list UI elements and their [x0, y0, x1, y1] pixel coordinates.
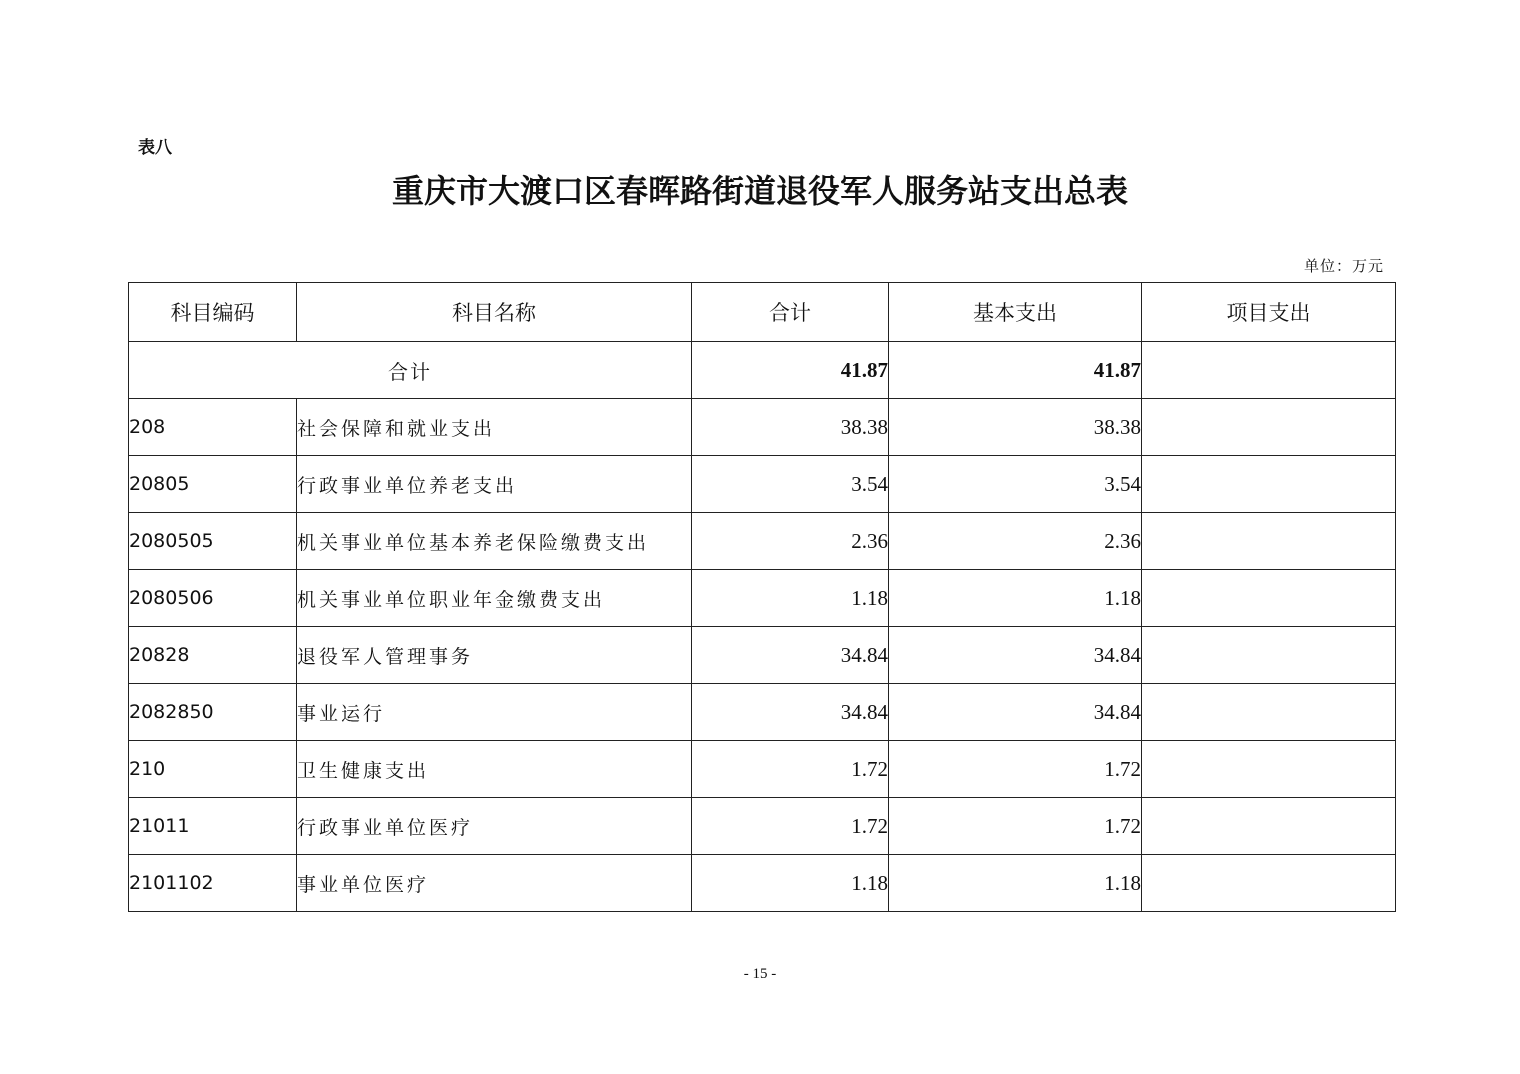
row-total: 1.18	[692, 570, 889, 627]
table-row	[129, 570, 1396, 627]
total-row-basic: 41.87	[889, 342, 1142, 399]
row-name: 行政事业单位医疗	[297, 798, 692, 855]
row-total: 1.72	[692, 741, 889, 798]
row-total: 34.84	[692, 627, 889, 684]
row-basic: 3.54	[889, 456, 1142, 513]
row-name: 卫生健康支出	[297, 741, 692, 798]
row-total: 1.72	[692, 798, 889, 855]
header-total: 合计	[692, 283, 889, 342]
header-code: 科目编码	[129, 283, 297, 342]
row-total: 3.54	[692, 456, 889, 513]
total-row-project	[1142, 342, 1396, 399]
table-row	[129, 684, 1396, 741]
table-label: 表八	[138, 138, 172, 158]
row-basic: 38.38	[889, 399, 1142, 456]
row-project	[1142, 513, 1396, 570]
row-project	[1142, 570, 1396, 627]
row-code: 208	[129, 399, 297, 456]
row-name: 行政事业单位养老支出	[297, 456, 692, 513]
row-project	[1142, 855, 1396, 912]
header-row	[129, 283, 1396, 342]
row-basic: 2.36	[889, 513, 1142, 570]
row-name: 事业单位医疗	[297, 855, 692, 912]
row-total: 2.36	[692, 513, 889, 570]
row-total: 1.18	[692, 855, 889, 912]
row-project	[1142, 684, 1396, 741]
page-number: - 15 -	[743, 966, 777, 982]
row-basic: 1.18	[889, 570, 1142, 627]
table-row	[129, 513, 1396, 570]
row-code: 20828	[129, 627, 297, 684]
unit-label: 单位：万元	[1303, 257, 1384, 275]
row-basic: 1.18	[889, 855, 1142, 912]
table-row	[129, 798, 1396, 855]
row-code: 2080505	[129, 513, 297, 570]
row-basic: 34.84	[889, 627, 1142, 684]
row-code: 2082850	[129, 684, 297, 741]
row-project	[1142, 399, 1396, 456]
expenditure-table	[128, 282, 1396, 912]
row-name: 事业运行	[297, 684, 692, 741]
row-project	[1142, 798, 1396, 855]
row-code: 2080506	[129, 570, 297, 627]
row-total: 38.38	[692, 399, 889, 456]
header-project: 项目支出	[1142, 283, 1396, 342]
table-row	[129, 855, 1396, 912]
row-name: 社会保障和就业支出	[297, 399, 692, 456]
header-name: 科目名称	[297, 283, 692, 342]
row-code: 21011	[129, 798, 297, 855]
row-basic: 1.72	[889, 741, 1142, 798]
total-row-total: 41.87	[692, 342, 889, 399]
row-code: 2101102	[129, 855, 297, 912]
row-project	[1142, 741, 1396, 798]
row-project	[1142, 456, 1396, 513]
table-row	[129, 456, 1396, 513]
row-total: 34.84	[692, 684, 889, 741]
row-project	[1142, 627, 1396, 684]
total-row	[129, 342, 1396, 399]
table-row	[129, 399, 1396, 456]
total-row-label: 合计	[129, 342, 692, 399]
document-title: 重庆市大渡口区春晖路街道退役军人服务站支出总表	[391, 172, 1128, 210]
row-basic: 1.72	[889, 798, 1142, 855]
row-code: 20805	[129, 456, 297, 513]
row-name: 机关事业单位职业年金缴费支出	[297, 570, 692, 627]
row-basic: 34.84	[889, 684, 1142, 741]
row-name: 退役军人管理事务	[297, 627, 692, 684]
header-basic: 基本支出	[889, 283, 1142, 342]
table-row	[129, 741, 1396, 798]
row-code: 210	[129, 741, 297, 798]
table-row	[129, 627, 1396, 684]
row-name: 机关事业单位基本养老保险缴费支出	[297, 513, 692, 570]
